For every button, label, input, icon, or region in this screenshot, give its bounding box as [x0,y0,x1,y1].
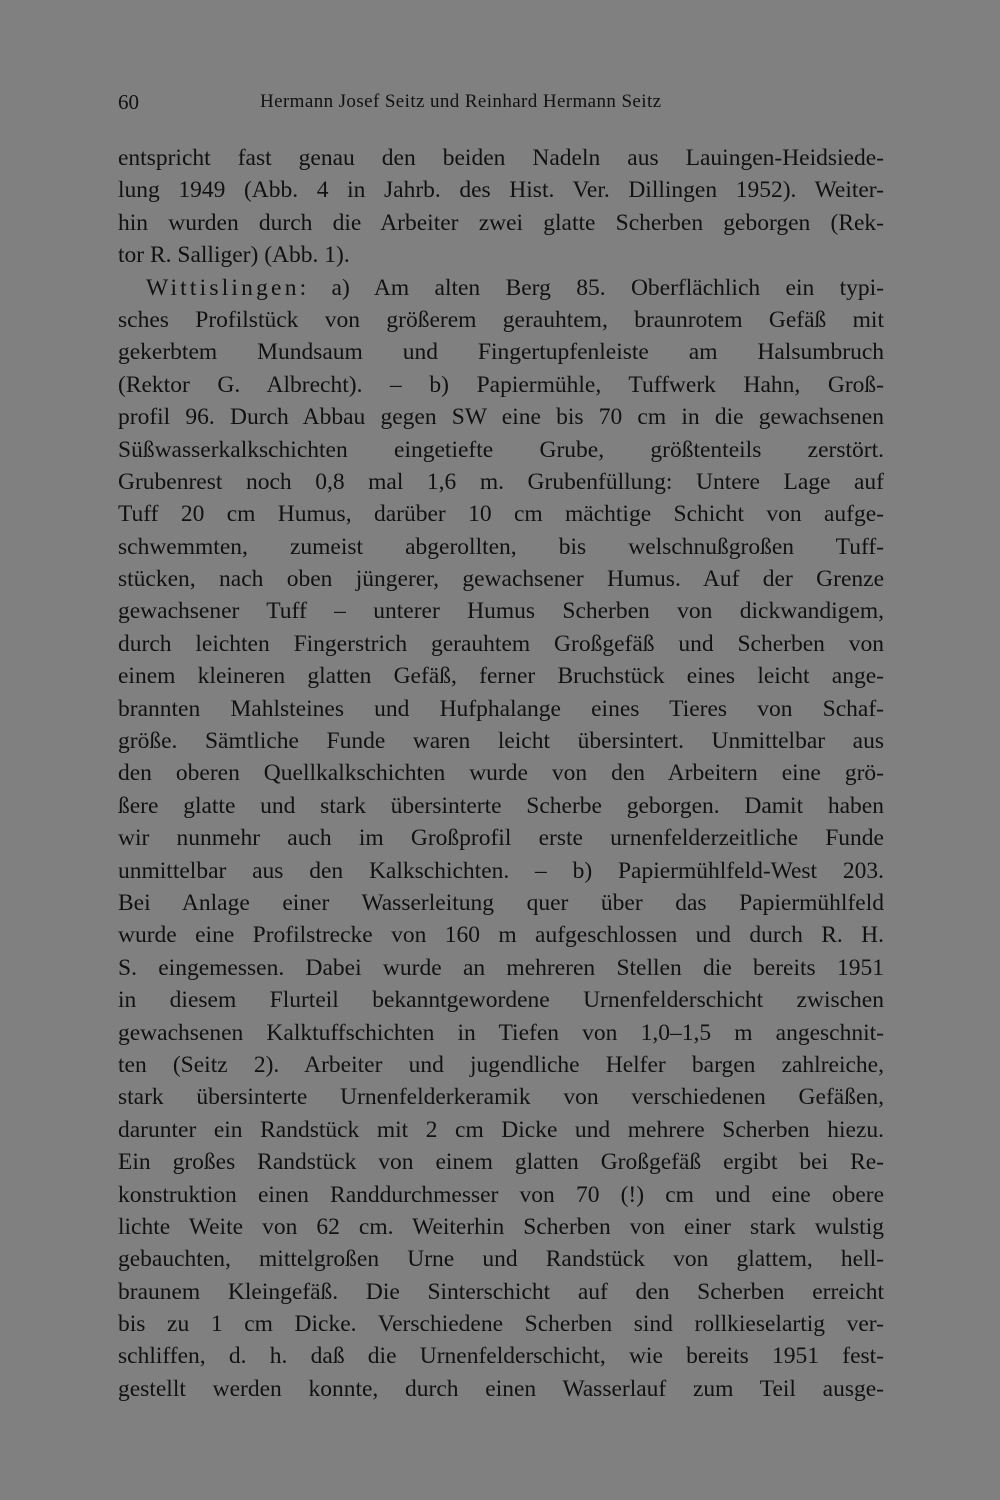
text-line-first [118,272,884,304]
text-line: entspricht fast genau den beiden Nadeln aus Lauingen-Heidsiede- [118,145,884,171]
first-line-text: : a) Am alten Berg 85. Oberflächlich ein typi- [299,274,884,301]
text-line: gewachsenen Kalktuffschichten in Tiefen von 1,0–1,5 m angeschnit- [118,1019,884,1046]
text-line: den oberen Quellkalkschichten wurde von den Arbeitern eine grö- [118,760,884,787]
body-text [118,142,884,1405]
text-line: Grubenrest noch 0,8 mal 1,6 m. Grubenfüllung: Untere Lage auf [118,468,884,495]
text-line: gebauchten, mittelgroßen Urne und Randstück von glattem, hell- [118,1246,884,1273]
text-line: schwemmten, zumeist abgerollten, bis welschnußgroßen Tuff- [118,533,884,560]
text-line: stücken, nach oben jüngerer, gewachsener Humus. Auf der Grenze [118,566,884,593]
text-line: Süßwasserkalkschichten eingetiefte Grube, größtenteils zerstört. [118,436,884,463]
text-line: lichte Weite von 62 cm. Weiterhin Scherben von einer stark wulstig [118,1213,884,1240]
place-name-wittislingen: Wittislingen [146,274,300,301]
text-line: S. eingemessen. Dabei wurde an mehreren Stellen die bereits 1951 [118,954,884,981]
text-line: gewachsener Tuff – unterer Humus Scherben von dickwandigem, [118,598,884,625]
text-line: sches Profilstück von größerem gerauhtem, braunrotem Gefäß mit [118,306,884,333]
text-line: unmittelbar aus den Kalkschichten. – b) Papiermühlfeld-West 203. [118,857,884,884]
text-line: braunem Kleingefäß. Die Sinterschicht auf den Scherben erreicht [118,1278,884,1305]
text-line: hin wurden durch die Arbeiter zwei glatte Scherben geborgen (Rek- [118,209,884,236]
text-line: Ein großes Randstück von einem glatten Großgefäß ergibt bei Re- [118,1149,884,1176]
text-line: größe. Sämtliche Funde waren leicht übersintert. Unmittelbar aus [118,728,884,755]
text-line: konstruktion einen Randdurchmesser von 70 (!) cm und eine obere [118,1181,884,1208]
text-line: ßere glatte und stark übersinterte Scherbe geborgen. Damit haben [118,792,884,819]
text-line: gestellt werden konnte, durch einen Wasserlauf zum Teil ausge- [118,1375,884,1402]
text-line: durch leichten Fingerstrich gerauhtem Großgefäß und Scherben von [118,630,884,657]
text-line: darunter ein Randstück mit 2 cm Dicke und mehrere Scherben hiezu. [118,1116,884,1143]
running-head: Hermann Josef Seitz und Reinhard Hermann Seitz [260,91,662,112]
text-line: brannten Mahlsteines und Hufphalange eines Tieres von Schaf- [118,695,884,722]
text-line: wurde eine Profilstrecke von 160 m aufgeschlossen und durch R. H. [118,922,884,949]
page-number: 60 [118,90,139,114]
text-line: in diesem Flurteil bekanntgewordene Urnenfelderschicht zwischen [118,987,884,1014]
text-line: Tuff 20 cm Humus, darüber 10 cm mächtige Schicht von aufge- [118,501,884,528]
paragraph-1 [118,142,884,272]
text-line: stark übersinterte Urnenfelderkeramik von verschiedenen Gefäßen, [118,1084,884,1111]
text-line: einem kleineren glatten Gefäß, ferner Bruchstück eines leicht ange- [118,663,884,690]
text-line: ten (Seitz 2). Arbeiter und jugendliche Helfer bargen zahlreiche, [118,1051,884,1078]
text-line: gekerbtem Mundsaum und Fingertupfenleiste am Halsumbruch [118,339,884,366]
text-line: tor R. Salliger) (Abb. 1). [118,242,350,269]
text-line: bis zu 1 cm Dicke. Verschiedene Scherben sind rollkieselartig ver- [118,1311,884,1338]
text-line: lung 1949 (Abb. 4 in Jahrb. des Hist. Ver. Dillingen 1952). Weiter- [118,177,884,204]
text-line: profil 96. Durch Abbau gegen SW eine bis 70 cm in die gewachsenen [118,404,884,431]
text-line: wir nunmehr auch im Großprofil erste urnenfelderzeitliche Funde [118,825,884,852]
text-line: Bei Anlage einer Wasserleitung quer über das Papiermühlfeld [118,889,884,916]
paragraph-2 [118,272,884,1406]
text-line: schliffen, d. h. daß die Urnenfelderschicht, wie bereits 1951 fest- [118,1343,884,1370]
page-header [118,88,884,116]
text-line: (Rektor G. Albrecht). – b) Papiermühle, Tuffwerk Hahn, Groß- [118,371,884,398]
